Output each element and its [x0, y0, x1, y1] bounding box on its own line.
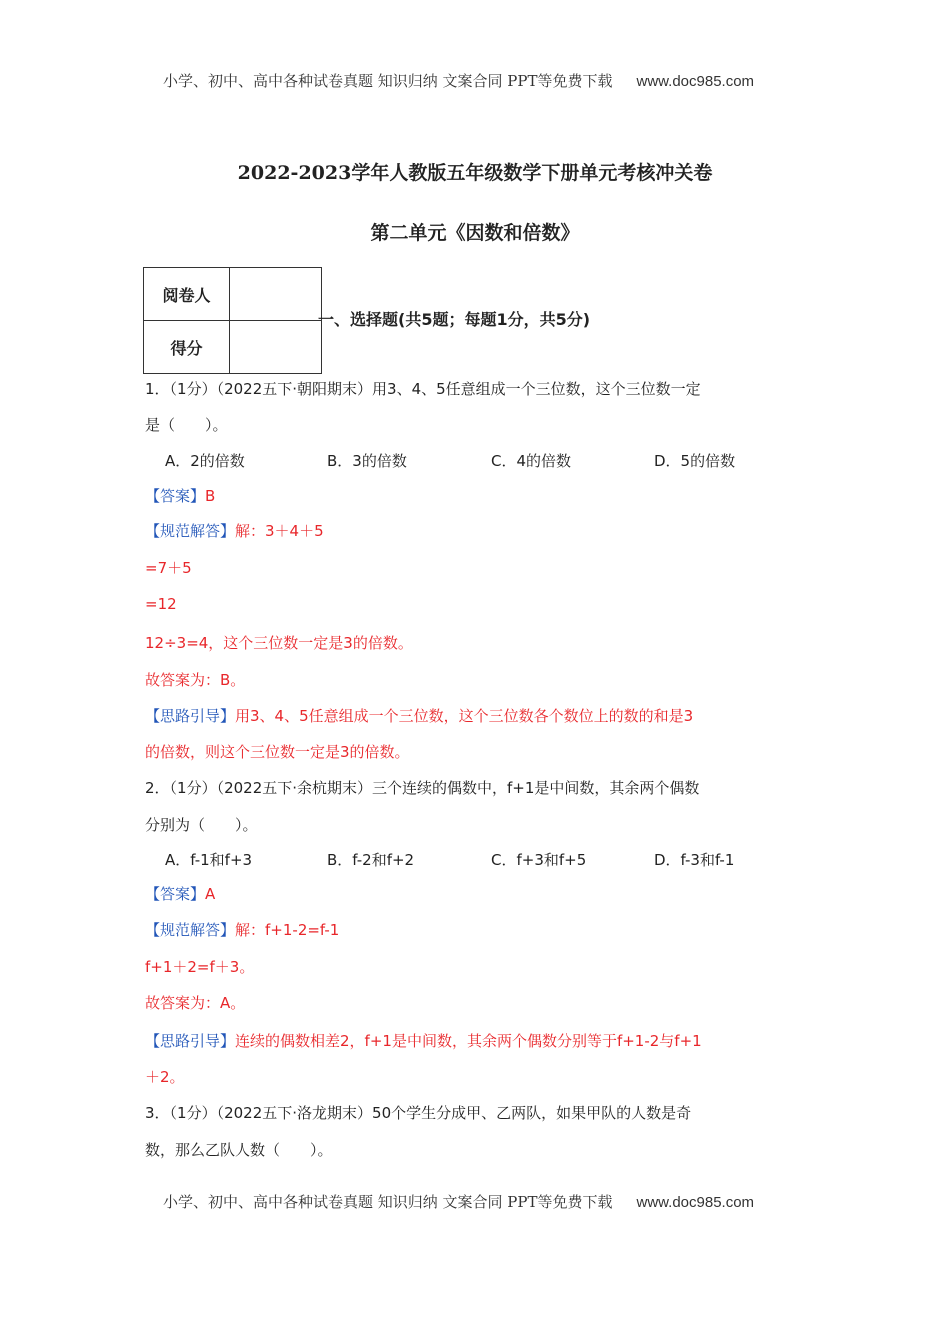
q2-solution-tag: 【规范解答】: [145, 921, 236, 939]
q1-solution-line: 故答案为：B。: [145, 671, 246, 689]
q3-stem-line1: 3．（1分）（2022五下·洛龙期末）50个学生分成甲、乙两队，如果甲队的人数是奇: [145, 1104, 692, 1122]
score-value: [230, 321, 322, 374]
q1-hint-line2: 的倍数，则这个三位数一定是3的倍数。: [145, 743, 410, 761]
document-subtitle: 第二单元《因数和倍数》: [370, 222, 580, 244]
q2-stem-line1: 2．（1分）（2022五下·余杭期末）三个连续的偶数中，f+1是中间数，其余两个偶数: [145, 779, 700, 797]
q1-answer-value: B: [205, 487, 216, 505]
q1-option-c: C．4的倍数: [491, 452, 572, 470]
q1-answer: [145, 485, 215, 506]
header-text: 小学、初中、高中各种试卷真题 知识归纳 文案合同 PPT等免费下载: [163, 72, 613, 90]
q1-option-a: A．2的倍数: [165, 452, 245, 470]
q2-solution-line: 故答案为：A。: [145, 994, 246, 1012]
q1-solution-tag: 【规范解答】: [145, 522, 236, 540]
score-table: [143, 267, 322, 374]
q1-solution-line: =7＋5: [145, 559, 192, 577]
q2-stem-line2: 分别为（ ）。: [145, 816, 258, 834]
q1-hint-line1: 用3、4、5任意组成一个三位数，这个三位数各个数位上的数的和是3: [235, 707, 694, 725]
footer-site-link[interactable]: www.doc985.com: [636, 1194, 755, 1211]
header-site-link[interactable]: www.doc985.com: [636, 73, 755, 90]
q2-answer-value: A: [205, 885, 216, 903]
q1-option-d: D．5的倍数: [654, 452, 736, 470]
q1-answer-tag: 【答案】: [145, 487, 206, 505]
page-footer: [163, 1191, 754, 1212]
q1-solution-line: =12: [145, 595, 177, 613]
q2-hint-tag: 【思路引导】: [145, 1032, 236, 1050]
document-title: 2022-2023学年人教版五年级数学下册单元考核冲关卷: [237, 162, 713, 184]
q2-option-d: D．f-3和f-1: [654, 851, 735, 869]
q2-hint-line2: ＋2。: [145, 1068, 185, 1086]
footer-text: 小学、初中、高中各种试卷真题 知识归纳 文案合同 PPT等免费下载: [163, 1193, 613, 1211]
q3-stem-line2: 数，那么乙队人数（ ）。: [145, 1141, 333, 1159]
q2-solution-line: 解：f+1-2=f-1: [235, 921, 340, 939]
q1-hint-tag: 【思路引导】: [145, 707, 236, 725]
score-label: 得分: [144, 321, 230, 374]
q1-solution-line: 12÷3=4，这个三位数一定是3的倍数。: [145, 634, 413, 652]
q2-option-c: C．f+3和f+5: [491, 851, 587, 869]
q2-solution-line: f+1＋2=f＋3。: [145, 958, 255, 976]
q1-solution: [145, 520, 324, 541]
q1-hint: [145, 705, 693, 726]
q2-answer-tag: 【答案】: [145, 885, 206, 903]
q2-answer: [145, 883, 215, 904]
q2-solution: [145, 919, 339, 940]
page-header: [163, 70, 754, 91]
section-heading: 一、选择题(共5题；每题1分，共5分): [318, 310, 591, 329]
q1-stem-line2: 是（ ）。: [145, 416, 228, 434]
q2-option-a: A．f-1和f+3: [165, 851, 253, 869]
q2-hint: [145, 1030, 702, 1051]
reviewer-value: [230, 268, 322, 321]
q1-stem-line1: 1．（1分）（2022五下·朝阳期末）用3、4、5任意组成一个三位数，这个三位数一定: [145, 380, 701, 398]
q2-hint-line1: 连续的偶数相差2，f+1是中间数，其余两个偶数分别等于f+1-2与f+1: [235, 1032, 702, 1050]
q1-solution-line: 解：3＋4＋5: [235, 522, 324, 540]
q2-option-b: B．f-2和f+2: [327, 851, 415, 869]
q1-option-b: B．3的倍数: [327, 452, 407, 470]
reviewer-label: 阅卷人: [144, 268, 230, 321]
